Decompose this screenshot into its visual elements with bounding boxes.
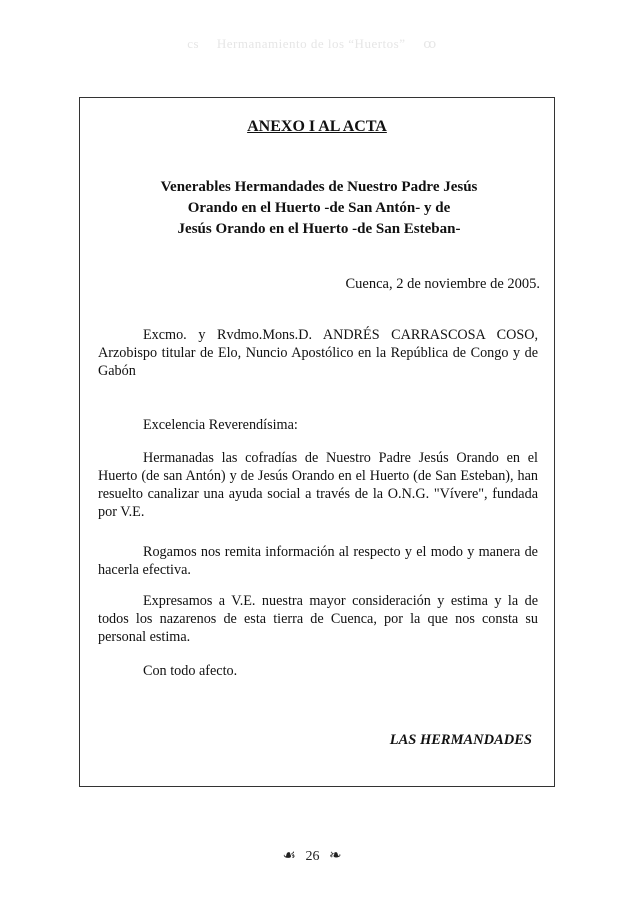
running-header-text: Hermanamiento de los “Huertos”: [216, 36, 406, 51]
paragraph-1: Hermanadas las cofradías de Nuestro Padre Jesús Orando en el Huerto (de san Antón) y de Jesús Orando en el Huerto (de San Esteban), han resuelto canalizar una ayuda social a través de la O.N.G. "Vívere", fundada por V.E.: [98, 450, 538, 520]
document-date: Cuenca, 2 de noviembre de 2005.: [345, 276, 540, 292]
page-footer: [0, 846, 624, 865]
heading-line-2: Orando en el Huerto -de San Antón- y de: [187, 200, 451, 216]
heading-line-1: Venerables Hermandades de Nuestro Padre Jesús: [160, 179, 478, 195]
right-ornament-icon: ꝏ: [423, 36, 437, 51]
footer-left-ornament-icon: ☙: [282, 848, 296, 864]
signature: LAS HERMANDADES: [389, 732, 532, 748]
document-title: ANEXO I AL ACTA: [247, 118, 387, 135]
heading-line-3: Jesús Orando en el Huerto -de San Esteban-: [177, 221, 461, 237]
greeting: Excelencia Reverendísima:: [143, 417, 298, 433]
document-heading: [100, 177, 538, 240]
left-ornament-icon: cs: [187, 36, 200, 51]
addressee: Excmo. y Rvdmo.Mons.D. ANDRÉS CARRASCOSA COSO, Arzobispo titular de Elo, Nuncio Apostólico en la República de Congo y de Gabón: [98, 327, 538, 379]
footer-right-ornament-icon: ❧: [328, 848, 342, 864]
paragraph-3: Expresamos a V.E. nuestra mayor consideración y estima y la de todos los nazarenos de esta tierra de Cuenca, por la que nos consta su personal estima.: [98, 593, 538, 645]
running-header: [0, 36, 624, 52]
document-frame: [79, 97, 555, 787]
page-number: 26: [305, 849, 320, 864]
closing: Con todo afecto.: [143, 663, 238, 679]
paragraph-2: Rogamos nos remita información al respecto y el modo y manera de hacerla efectiva.: [98, 544, 538, 578]
